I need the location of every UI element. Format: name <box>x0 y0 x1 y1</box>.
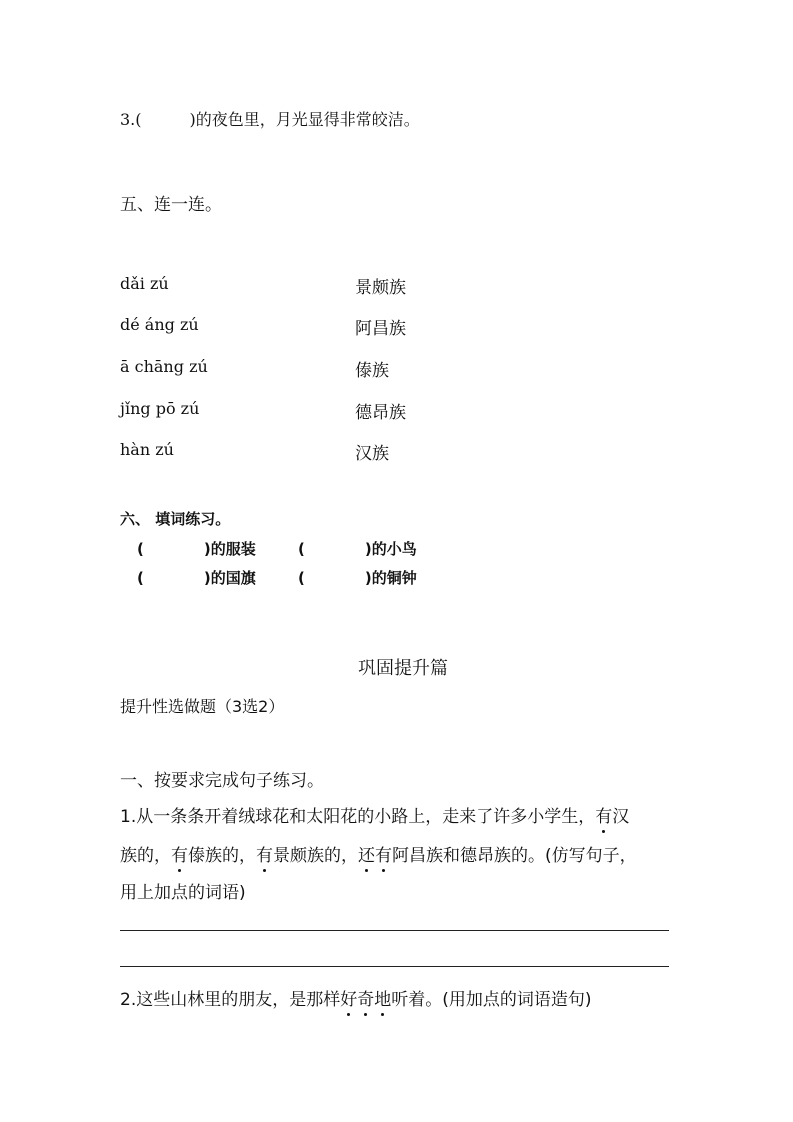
text: 景颇族的， <box>273 846 358 866</box>
fill-blank-item: ( )的国旗 <box>137 569 256 587</box>
question-1-line-1 <box>120 802 629 827</box>
section-6-title: 六、 填词练习。 <box>120 510 231 528</box>
dotted-char: 有 <box>171 841 188 866</box>
question-2 <box>120 985 592 1010</box>
pinyin-item: hàn zú <box>120 440 174 459</box>
fill-blank-item: ( )的小鸟 <box>298 540 417 558</box>
answer-line <box>120 966 669 967</box>
ethnic-name: 景颇族 <box>355 278 406 298</box>
page-section-heading: 巩固提升篇 <box>358 658 448 679</box>
dotted-char: 还 <box>358 841 375 866</box>
section-5-title: 五、连一连。 <box>120 195 222 215</box>
text: 汉 <box>612 807 630 827</box>
dotted-char: 地 <box>374 985 391 1010</box>
fill-blank-item: ( )的服装 <box>137 540 256 558</box>
dotted-char: 奇 <box>357 985 374 1010</box>
dotted-char: 有 <box>256 841 273 866</box>
ethnic-name: 汉族 <box>355 444 389 464</box>
pinyin-item: dé áng zú <box>120 315 199 334</box>
dotted-char: 有 <box>595 802 612 827</box>
text: 2.这些山林里的朋友，是那样 <box>120 990 341 1010</box>
ethnic-name: 傣族 <box>355 361 389 381</box>
text: 族的， <box>120 846 171 866</box>
question-1-line-3: 用上加点的词语) <box>120 883 246 903</box>
text: 傣族的， <box>188 846 256 866</box>
question-1-line-2 <box>120 841 637 866</box>
fill-blank-item: ( )的铜钟 <box>298 569 417 587</box>
part-1-title: 一、按要求完成句子练习。 <box>120 771 324 791</box>
dotted-char: 有 <box>375 841 392 866</box>
ethnic-name: 德昂族 <box>355 403 406 423</box>
section-subtitle: 提升性选做题（3选2） <box>120 697 285 716</box>
question-3: 3.( )的夜色里，月光显得非常皎洁。 <box>120 110 420 129</box>
answer-line <box>120 930 669 931</box>
pinyin-item: dǎi zú <box>120 274 169 293</box>
pinyin-item: ā chāng zú <box>120 357 208 376</box>
dotted-char: 好 <box>340 985 357 1010</box>
text: 阿昌族和德昂族的。(仿写句子， <box>392 846 637 866</box>
text: 1.从一条条开着绒球花和太阳花的小路上，走来了许多小学生， <box>120 807 596 827</box>
text: 听着。(用加点的词语造句) <box>391 990 592 1010</box>
pinyin-item: jǐng pō zú <box>120 399 200 418</box>
ethnic-name: 阿昌族 <box>355 319 406 339</box>
